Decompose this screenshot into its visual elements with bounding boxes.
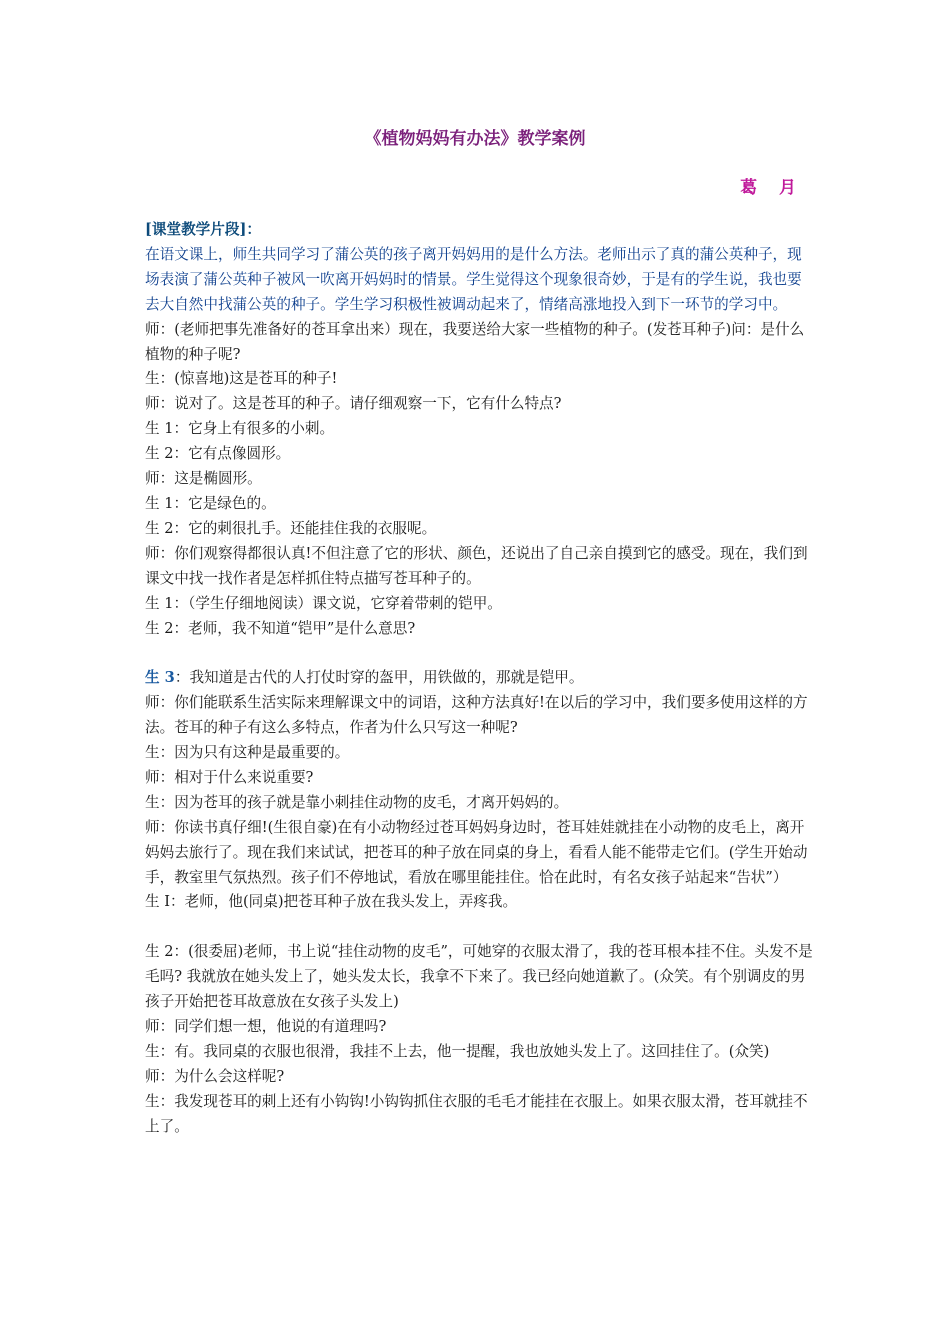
dialogue-line-sheng3	[145, 666, 815, 691]
dialogue-line: 师：同学们想一想，他说的有道理吗?	[145, 1017, 387, 1035]
dialogue-line: 生 1：它身上有很多的小刺。	[145, 420, 335, 438]
dialogue-line: 师：为什么会这样呢?	[145, 1067, 285, 1085]
document-title: 《植物妈妈有办法》教学案例	[364, 129, 586, 149]
dialogue-line: 生：因为苍耳的孩子就是靠小刺挂住动物的皮毛，才离开妈妈的。	[145, 793, 569, 811]
dialogue-line: 师：你们观察得都很认真!不但注意了它的形状、颜色，还说出了自己亲自摸到它的感受。现在，我们到课文中找一找作者是怎样抓住特点描写苍耳种子的。	[145, 544, 808, 587]
dialogue-line: 生 2：它有点像圆形。	[145, 445, 291, 463]
dialogue-block-c	[145, 940, 815, 1139]
dialogue-block-b	[145, 691, 815, 915]
dialogue-line: 师：你读书真仔细!(生很自豪)在有小动物经过苍耳妈妈身边时，苍耳娃娃就挂在小动物的皮毛上，离开妈妈去旅行了。现在我们来试试，把苍耳的种子放在同桌的身上，看看人能不能带走它们。(学生开始动手，教室里气氛热烈。孩子们不停地试，看放在哪里能挂住。恰在此时，有名女孩子站起来“告状”）	[145, 818, 808, 886]
section-heading: [课堂教学片段]：	[145, 221, 261, 238]
dialogue-line: 生：有。我同桌的衣服也很滑，我挂不上去，他一提醒，我也放她头发上了。这回挂住了。(众笑)	[145, 1042, 770, 1060]
dialogue-line: 生：我发现苍耳的刺上还有小钩钩!小钩钩抓住衣服的毛毛才能挂在衣服上。如果衣服太滑，苍耳就挂不上了。	[145, 1092, 808, 1135]
dialogue-line: 生 2：老师，我不知道“铠甲”是什么意思?	[145, 619, 416, 637]
dialogue-text: ：我知道是古代的人打仗时穿的盔甲，用铁做的，那就是铠甲。	[174, 669, 584, 687]
dialogue-line: 师：相对于什么来说重要?	[145, 768, 314, 786]
dialogue-line: 师：说对了。这是苍耳的种子。请仔细观察一下，它有什么特点?	[145, 395, 562, 413]
author-name: 葛 月	[740, 178, 804, 198]
dialogue-line: 生：(惊喜地)这是苍耳的种子!	[145, 370, 338, 388]
dialogue-line: 生 I：老师，他(同桌)把苍耳种子放在我头发上，弄疼我。	[145, 893, 518, 911]
dialogue-line: 师：你们能联系生活实际来理解课文中的词语，这种方法真好!在以后的学习中，我们要多使用这样的方法。苍耳的种子有这么多特点，作者为什么只写这一种呢?	[145, 694, 808, 737]
dialogue-line: 生 1：（学生仔细地阅读）课文说，它穿着带刺的铠甲。	[145, 594, 502, 612]
dialogue-block-a	[145, 318, 815, 642]
dialogue-line: 生 2：它的刺很扎手。还能挂住我的衣服呢。	[145, 519, 437, 537]
dialogue-line: 师：这是椭圆形。	[145, 470, 262, 488]
dialogue-line: 师：(老师把事先准备好的苍耳拿出来）现在，我要送给大家一些植物的种子。(发苍耳种子)问：是什么植物的种子呢?	[145, 320, 805, 363]
document-body	[145, 218, 815, 1140]
dialogue-line: 生 2：(很委屈)老师，书上说“挂住动物的皮毛”，可她穿的衣服太滑了，我的苍耳根本挂不住。头发不是毛吗? 我就放在她头发上了，她头发太长，我拿不下来了。我已经向她道歉了。(众笑。有个别调皮的男孩子开始把苍耳故意放在女孩子头发上)	[145, 943, 813, 1011]
speaker-label: 生 3	[145, 669, 175, 687]
paragraph-gap	[145, 915, 815, 940]
intro-paragraph: 在语文课上，师生共同学习了蒲公英的孩子离开妈妈用的是什么方法。老师出示了真的蒲公英种子，现场表演了蒲公英种子被风一吹离开妈妈时的情景。学生觉得这个现象很奇妙，于是有的学生说，我也要去大自然中找蒲公英的种子。学生学习积极性被调动起来了，情绪高涨地投入到下一环节的学习中。	[145, 245, 802, 313]
dialogue-line: 生：因为只有这种是最重要的。	[145, 744, 350, 762]
dialogue-line: 生 1：它是绿色的。	[145, 494, 276, 512]
paragraph-gap	[145, 641, 815, 666]
